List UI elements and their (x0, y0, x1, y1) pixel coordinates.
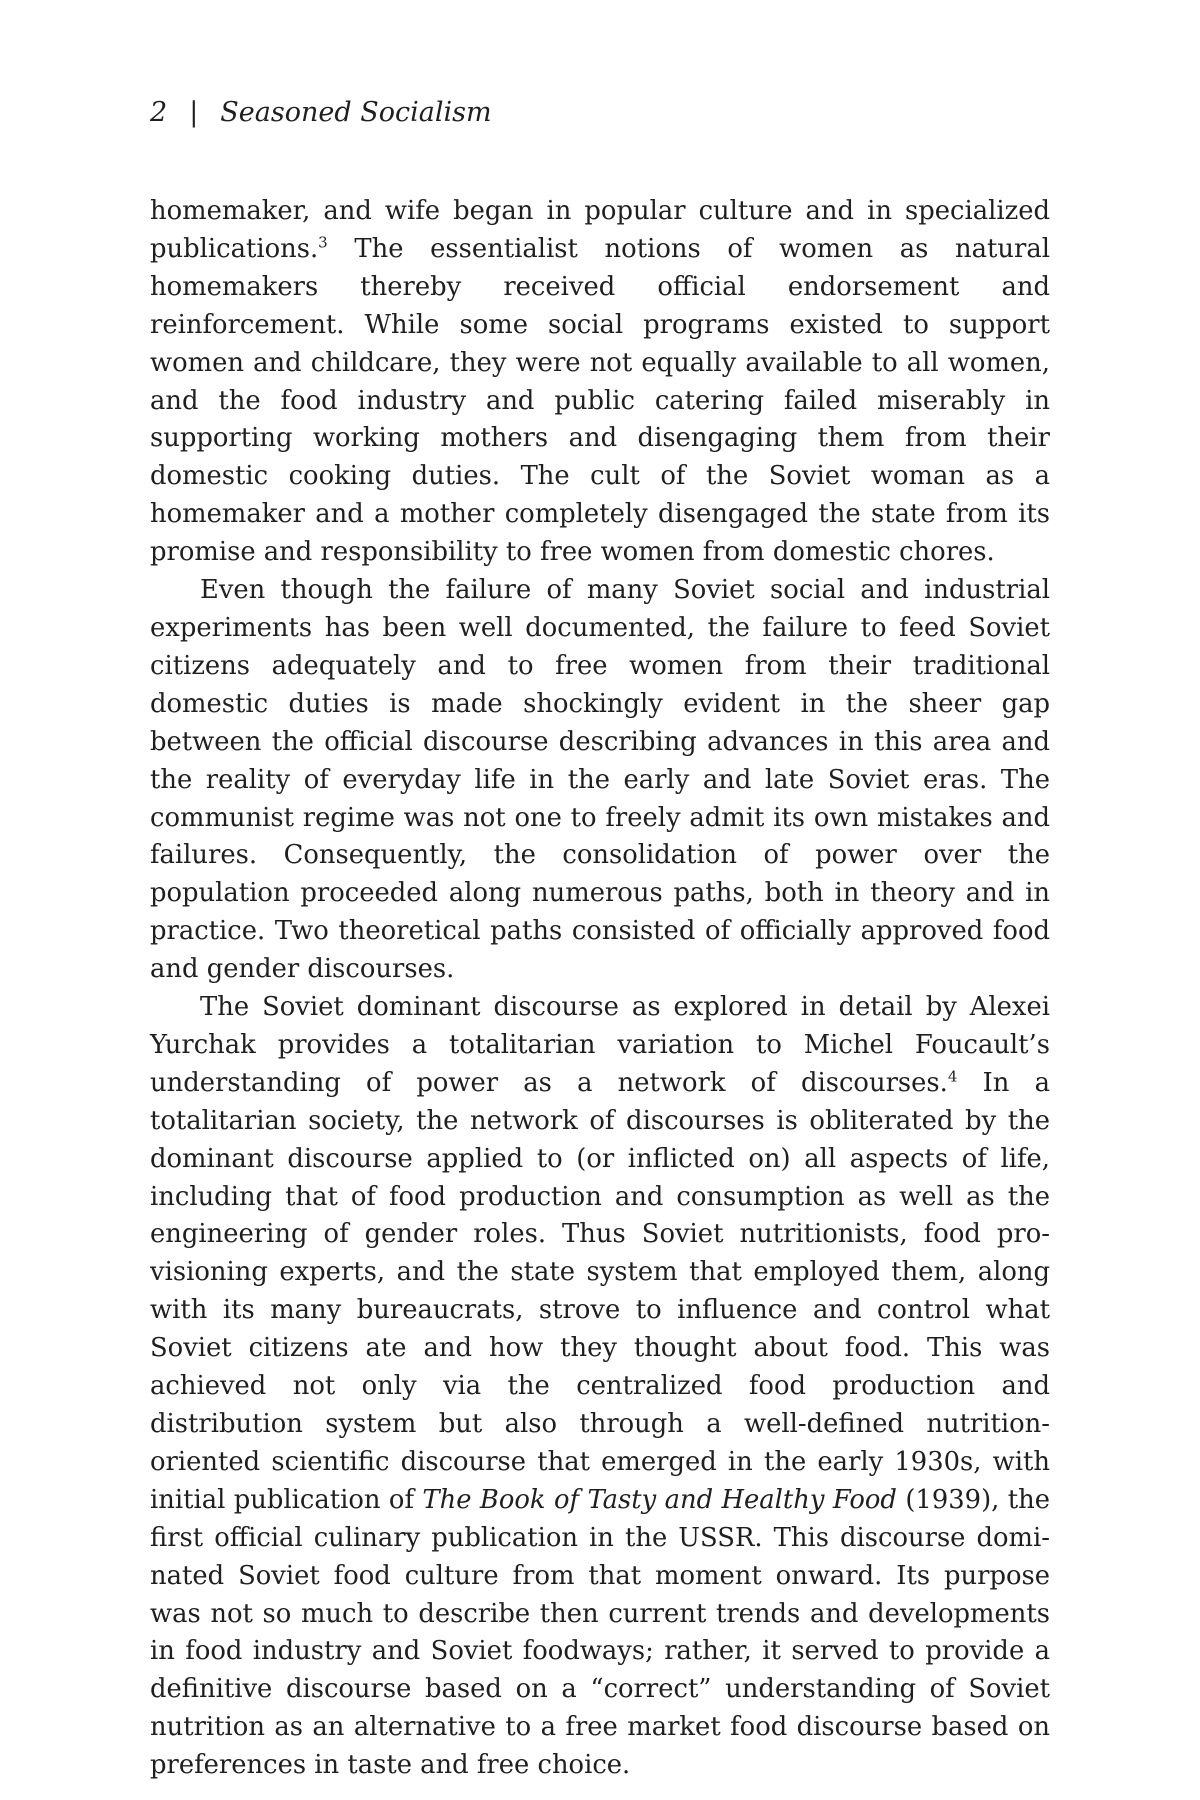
paragraph (150, 989, 1050, 1785)
page-number: 2 (150, 97, 168, 128)
book-title: Seasoned Socialism (220, 97, 492, 128)
header-separator: | (189, 97, 199, 128)
paragraph (150, 193, 1050, 572)
footnote-marker: 4 (947, 1067, 958, 1086)
text-run: The essentialist notions of women as natural homemakers thereby received official endorsement and reinforcement. While some social programs existed to support women and childcare, they were not equally available to all women, and the food industry and public catering failed miserably in supporting working mothers and disengaging them from their domestic cooking duties. The cult of the Soviet woman as a homemaker and a mother completely disengaged the state from its promise and responsibility to free women from domestic chores. (150, 233, 1050, 568)
book-title-citation: The Book of Tasty and Healthy Food (422, 1484, 897, 1515)
body-text (150, 193, 1050, 1785)
text-run: homemaker, and wife began in popular culture and in specialized publications. (150, 196, 1050, 264)
text-run: The Soviet dominant discourse as explored in detail by Alexei Yurchak provides a totalitarian variation to Michel Foucault’s understanding of power as a network of discourses. (150, 992, 1050, 1098)
text-run: (1939), the first official culinary publication in the USSR. This discourse dominated Soviet food culture from that moment onward. Its purpose was not so much to describe then current trends and developments in food industry and Soviet foodways; rather, it served to provide a definitive discourse based on a “correct” understanding of Soviet nutrition as an alternative to a free market food discourse based on preferences in taste and free choice. (150, 1484, 1050, 1781)
text-run: Even though the failure of many Soviet social and industrial experiments has been well documented, the failure to feed Soviet citizens adequately and to free women from their traditional domestic duties is made shockingly evident in the sheer gap between the official discourse describing advances in this area and the reality of everyday life in the early and late Soviet eras. The communist regime was not one to freely admit its own mistakes and failures. Consequently, the consolidation of power over the population proceeded along numerous paths, both in theory and in practice. Two theoretical paths consisted of officially approved food and gender discourses. (150, 575, 1050, 985)
running-head (150, 95, 492, 131)
paragraph (150, 572, 1050, 989)
text-run: In a totalitarian society, the network of discourses is obliterated by the dominant discourse applied to (or inflicted on) all aspects of life, including that of food production and consumption as well as the engineering of gender roles. Thus Soviet nutritionists, food provisioning experts, and the state system that employed them, along with its many bureaucrats, strove to influence and control what Soviet citizens ate and how they thought about food. This was achieved not only via the centralized food production and distribution system but also through a well-defined nutrition-oriented scientific discourse that emerged in the early 1930s, with initial publication of (150, 1067, 1050, 1515)
footnote-marker: 3 (318, 233, 328, 252)
